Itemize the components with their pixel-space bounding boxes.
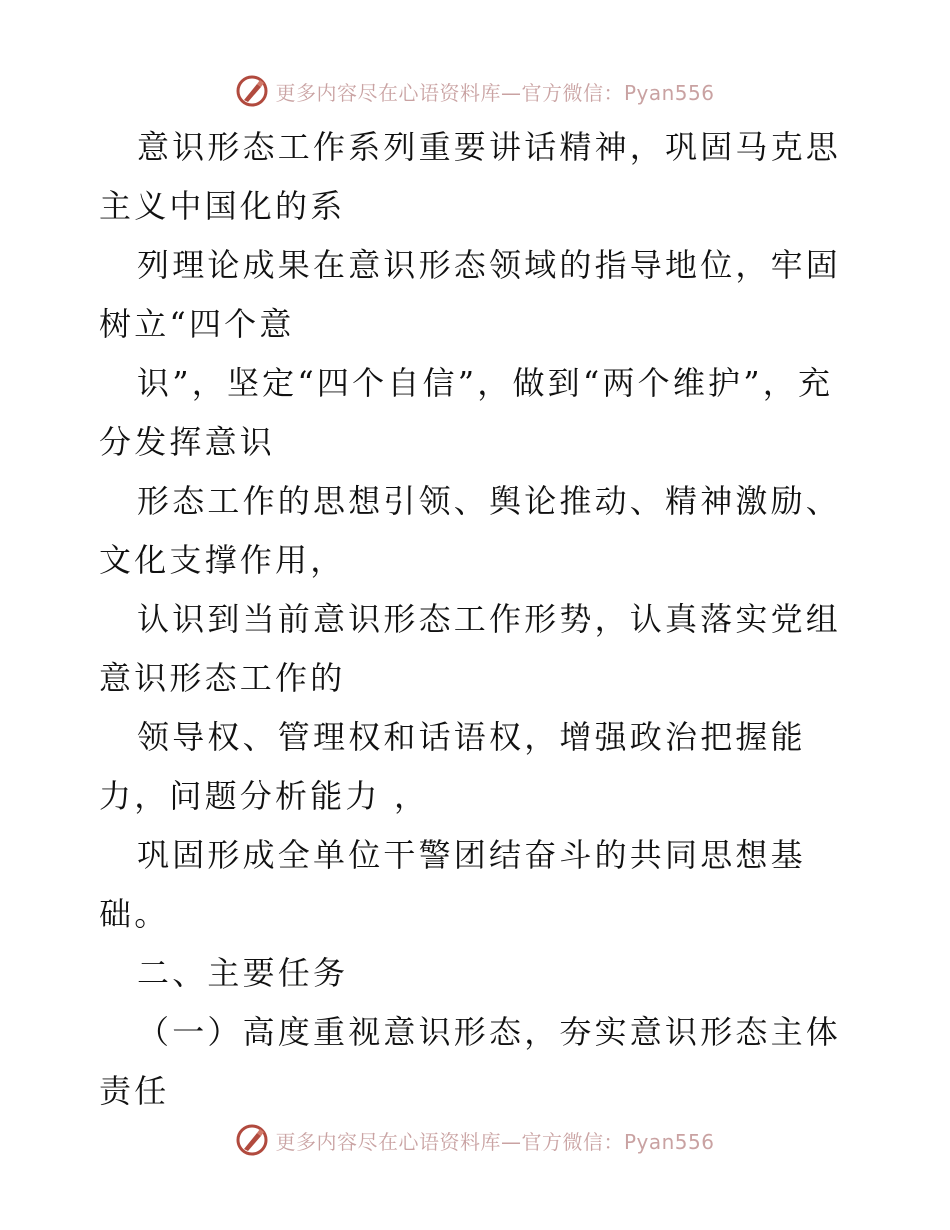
pen-logo-icon	[235, 74, 269, 108]
paragraph-3: 识”，坚定“四个自信”，做到“两个维护”，充分发挥意识	[99, 364, 834, 461]
document-body	[99, 118, 859, 1121]
section-heading: 二、主要任务	[137, 954, 349, 992]
footer-watermark	[0, 1120, 950, 1160]
header-watermark	[0, 71, 950, 111]
pen-logo-icon	[235, 1123, 269, 1157]
paragraph-6: 领导权、管理权和话语权，增强政治把握能力，问题分析能力 ，	[99, 718, 806, 815]
paragraph-5: 认识到当前意识形态工作形势，认真落实党组意识形态工作的	[99, 600, 842, 697]
paragraph-1: 意识形态工作系列重要讲话精神，巩固马克思主义中国化的系	[99, 128, 842, 225]
paragraph-7: 巩固形成全单位干警团结奋斗的共同思想基础。	[99, 836, 806, 933]
subsection-heading: （一）高度重视意识形态，夯实意识形态主体责任	[99, 1013, 842, 1110]
paragraph-4: 形态工作的思想引领、舆论推动、精神激励、文化支撑作用，	[99, 482, 842, 579]
watermark-text: 更多内容尽在心语资料库—官方微信：Pyan556	[275, 1129, 715, 1154]
paragraph-2: 列理论成果在意识形态领域的指导地位，牢固树立“四个意	[99, 246, 842, 343]
watermark-text: 更多内容尽在心语资料库—官方微信：Pyan556	[275, 80, 715, 105]
